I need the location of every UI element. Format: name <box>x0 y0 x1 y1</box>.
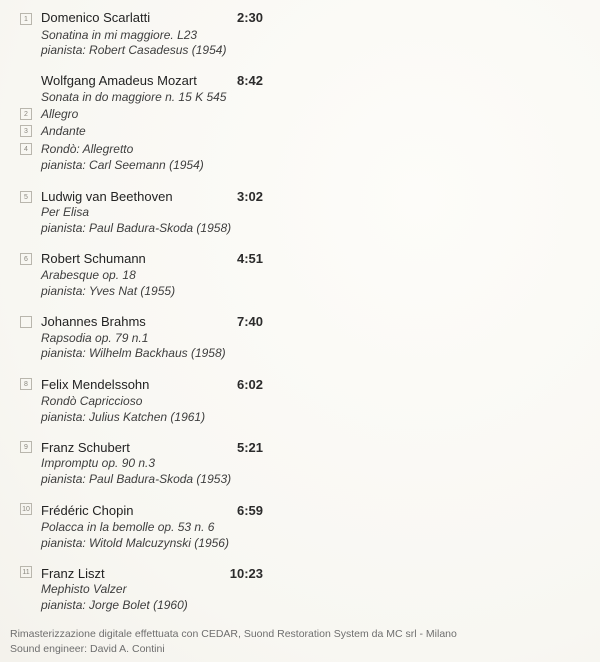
composer-name: Robert Schumann <box>41 251 146 266</box>
track-number-box: 11 <box>20 566 32 578</box>
track-number-box: 10 <box>20 503 32 515</box>
track-number-box: 6 <box>20 253 32 265</box>
composer-name: Frédéric Chopin <box>41 503 134 518</box>
pianist-credit: pianista: Witold Malcuzynski (1956) <box>41 536 229 550</box>
track-number-box <box>20 316 32 328</box>
work-title: Arabesque op. 18 <box>41 268 136 282</box>
track-number-box: 1 <box>20 13 32 25</box>
work-title: Rondò Capriccioso <box>41 394 143 408</box>
pianist-credit: pianista: Yves Nat (1955) <box>41 284 176 298</box>
track-duration: 5:21 <box>236 440 263 455</box>
movement-title: Allegro <box>41 107 79 121</box>
track-duration: 4:51 <box>236 251 263 266</box>
track-number-box: 9 <box>20 441 32 453</box>
movement-title: Rondò: Allegretto <box>41 142 134 156</box>
composer-name: Johannes Brahms <box>41 314 146 329</box>
work-title: Impromptu op. 90 n.3 <box>41 456 156 470</box>
composer-name: Wolfgang Amadeus Mozart <box>41 73 197 88</box>
pianist-credit: pianista: Robert Casadesus (1954) <box>41 43 227 57</box>
pianist-credit: pianista: Wilhelm Backhaus (1958) <box>41 346 226 360</box>
pianist-credit: pianista: Jorge Bolet (1960) <box>41 598 188 612</box>
track-duration: 2:30 <box>236 10 263 25</box>
track-number-box: 8 <box>20 378 32 390</box>
movement-number-box: 3 <box>20 125 32 137</box>
movement-number-box: 4 <box>20 143 32 155</box>
track-duration: 6:59 <box>236 503 263 518</box>
composer-name: Domenico Scarlatti <box>41 10 151 25</box>
work-title: Sonatina in mi maggiore. L23 <box>41 28 198 42</box>
composer-name: Franz Schubert <box>41 440 130 455</box>
movement-title: Andante <box>41 124 86 138</box>
remaster-credit: Rimasterizzazione digitale effettuata con CEDAR, Suond Restoration System da MC srl - Milano <box>10 628 457 640</box>
track-duration: 10:23 <box>229 566 263 581</box>
movement-number-box: 2 <box>20 108 32 120</box>
composer-name: Ludwig van Beethoven <box>41 189 173 204</box>
sound-engineer-credit: Sound engineer: David A. Contini <box>10 643 165 655</box>
pianist-credit: pianista: Julius Katchen (1961) <box>41 410 206 424</box>
track-number-box: 5 <box>20 191 32 203</box>
track-duration: 6:02 <box>236 377 263 392</box>
work-title: Polacca in la bemolle op. 53 n. 6 <box>41 520 215 534</box>
work-title: Per Elisa <box>41 205 90 219</box>
track-duration: 3:02 <box>236 189 263 204</box>
work-title: Sonata in do maggiore n. 15 K 545 <box>41 90 227 104</box>
work-title: Mephisto Valzer <box>41 582 127 596</box>
composer-name: Felix Mendelssohn <box>41 377 150 392</box>
composer-name: Franz Liszt <box>41 566 105 581</box>
track-duration: 7:40 <box>236 314 263 329</box>
track-duration: 8:42 <box>236 73 263 88</box>
pianist-credit: pianista: Carl Seemann (1954) <box>41 158 204 172</box>
pianist-credit: pianista: Paul Badura-Skoda (1953) <box>41 472 232 486</box>
pianist-credit: pianista: Paul Badura-Skoda (1958) <box>41 221 232 235</box>
work-title: Rapsodia op. 79 n.1 <box>41 331 149 345</box>
